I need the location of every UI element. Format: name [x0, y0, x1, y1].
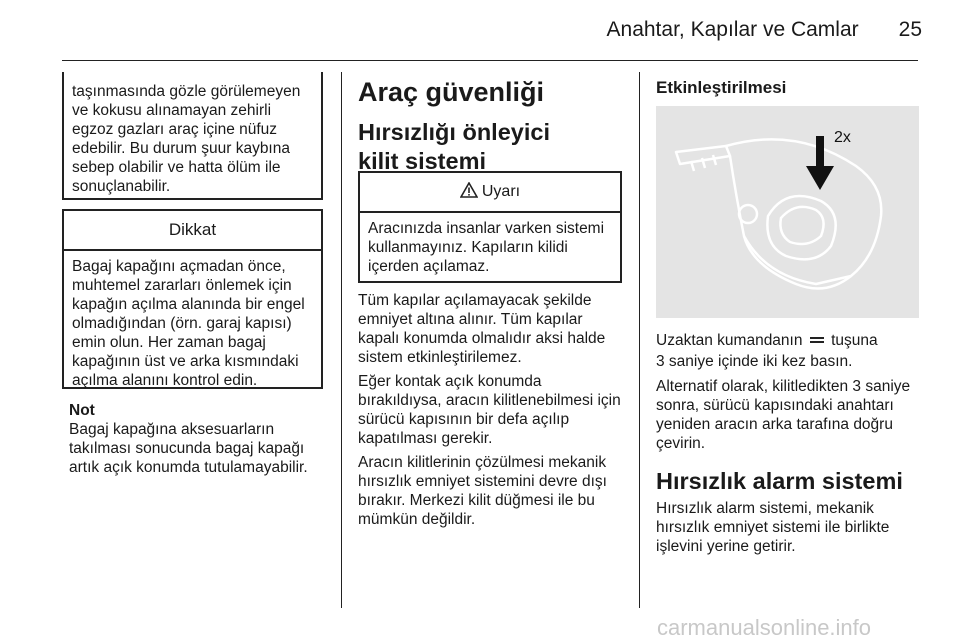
- danger-box-text: taşınmasında gözle görülemeyen ve kokusu alınamayan zehirli egzoz gazları araç içine nüfuz edebilir. Bu durum şuur kaybına sebep olabilir ve hatta ölüm ile sonuçlanabilir.: [72, 83, 301, 195]
- activation-para-1c: 3 saniye içinde iki kez basın.: [656, 353, 853, 370]
- warning-title: Uyarı: [481, 183, 521, 200]
- section-subheading: Hırsızlığı önleyici kilit sistemi: [358, 119, 550, 174]
- warning-box: [358, 171, 622, 283]
- press-count-label: 2x: [834, 129, 851, 146]
- paragraph-2: Eğer kontak açık konumda bırakıldıysa, aracın kilitlenebilmesi için sürücü kapısının bir defa açılıp kapatılması gerekir.: [358, 373, 621, 447]
- caution-text: Bagaj kapağını açmadan önce, muhtemel zararları önlemek için kapağın açılma alanında bir engel olmadığından (örn. garaj kapısı) emin olun. Her zaman bagaj kapağının üst ve arka kısmındaki açılma alanını kontrol edin.: [72, 258, 305, 389]
- section-heading: Araç güvenliği: [358, 77, 545, 107]
- page-title: Anahtar, Kapılar ve Camlar: [606, 18, 859, 41]
- caution-title: Dikkat: [64, 211, 321, 251]
- note-block: [69, 402, 325, 477]
- alarm-heading: Hırsızlık alarm sistemi: [656, 468, 903, 494]
- paragraph-1: Tüm kapılar açılamayacak şekilde emniyet altına alınır. Tüm kapılar kapalı konumda olmalıdır aksi halde sistem etkinleştirilemez.: [358, 292, 606, 366]
- caution-box: [62, 209, 323, 389]
- column-divider-2: [639, 72, 640, 608]
- column-2-body: [358, 291, 624, 529]
- activation-para-2: Alternatif olarak, kilitledikten 3 saniye sonra, sürücü kapısındaki anahtarı yeniden aracın arka tarafına doğru çevirin.: [656, 378, 911, 452]
- column-divider-1: [341, 72, 342, 608]
- activation-heading: Etkinleştirilmesi: [656, 78, 787, 97]
- activation-para-1a: Uzaktan kumandanın: [656, 332, 803, 349]
- activation-para-1: [656, 331, 924, 371]
- column-3-heading: [656, 78, 786, 98]
- paragraph-3: Aracın kilitlerinin çözülmesi mekanik hırsızlık emniyet sistemini devre dışı bırakır. Merkezi kilit düğmesi ile bu mümkün değildir.: [358, 454, 607, 528]
- column-2: [358, 76, 624, 176]
- warning-text: Aracınızda insanlar varken sistemi kullanmayınız. Kapıların kilidi içerden açılamaz.: [368, 220, 605, 275]
- column-3-body: [656, 331, 924, 556]
- page-header: [607, 18, 922, 42]
- alarm-paragraph: Hırsızlık alarm sistemi, mekanik hırsızlık emniyet sistemi ile birlikte işlevini yerine getirir.: [656, 500, 890, 555]
- warning-header: [360, 173, 620, 213]
- warning-triangle-icon: [460, 175, 478, 213]
- header-rule: [62, 60, 918, 61]
- lock-button-icon: [810, 333, 824, 352]
- note-text: Bagaj kapağına aksesuarların takılması sonucunda bagaj kapağı artık açık konumda tutulamayabilir.: [69, 421, 308, 476]
- activation-para-1b: tuşuna: [831, 332, 878, 349]
- page-number: 25: [898, 18, 922, 41]
- danger-box-continued: [62, 72, 323, 200]
- watermark: carmanualsonline.info: [657, 615, 872, 640]
- key-illustration: [656, 106, 919, 318]
- note-title: Not: [69, 402, 95, 419]
